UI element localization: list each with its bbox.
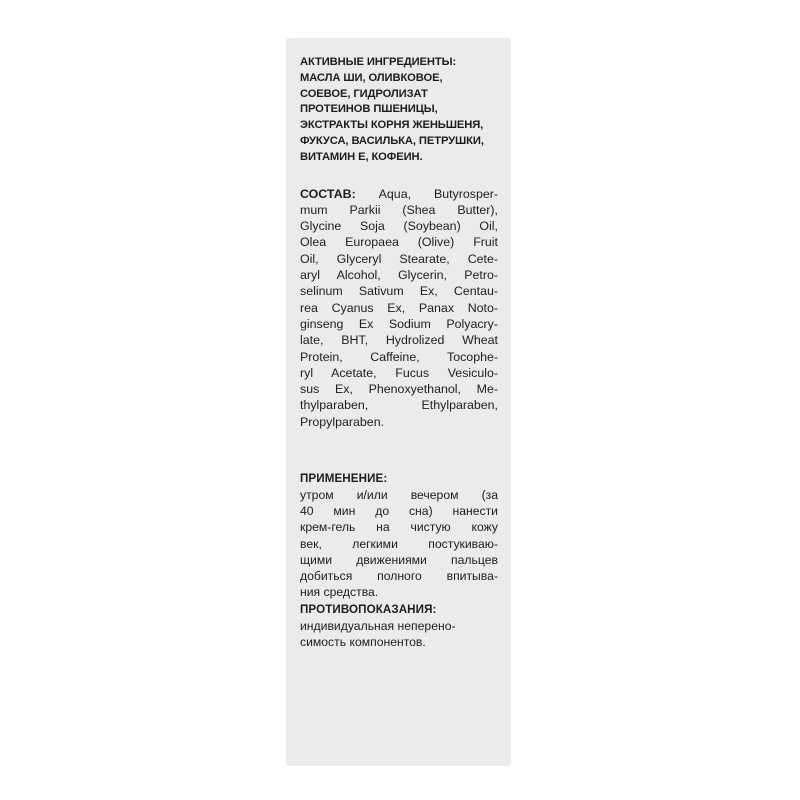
composition-line: Glycine Soja (Soybean) Oil, xyxy=(300,219,498,234)
composition-line: ryl Acetate, Fucus Vesiculo- xyxy=(300,365,498,380)
active-ingredients-line: ФУКУСА, ВАСИЛЬКА, ПЕТРУШКИ, xyxy=(300,134,484,147)
application-line: 40 мин до сна) нанести xyxy=(300,504,498,519)
composition-line: mum Parkii (Shea Butter), xyxy=(300,202,498,217)
application-section xyxy=(300,471,498,600)
label-text xyxy=(300,55,498,650)
active-ingredients-line: ВИТАМИН Е, КОФЕИН. xyxy=(300,150,423,163)
contraindications-line: симость компонентов. xyxy=(300,635,426,650)
composition-line: sus Ex, Phenoxyethanol, Me- xyxy=(300,382,498,397)
composition-line xyxy=(300,186,498,202)
active-ingredients-line: ПРОТЕИНОВ ПШЕНИЦЫ, xyxy=(300,103,438,116)
contraindications-line: индивидуальная неперено- xyxy=(300,619,456,633)
application-line: добиться полного впитыва- xyxy=(300,569,498,584)
composition xyxy=(300,186,498,430)
composition-line: late, BHT, Hydrolized Wheat xyxy=(300,333,498,348)
application-text xyxy=(300,487,498,600)
composition-line: Propylparaben. xyxy=(300,414,385,429)
composition-label: СОСТАВ: xyxy=(300,186,356,201)
active-ingredients xyxy=(300,55,498,166)
composition-line: thylparaben, Ethylparaben, xyxy=(300,398,498,413)
active-ingredients-line: АКТИВНЫЕ ИНГРЕДИЕНТЫ: xyxy=(300,56,457,68)
composition-line: selinum Sativum Ex, Centau- xyxy=(300,284,498,299)
application-line: щими движениями пальцев xyxy=(300,552,498,567)
application-line: век, легкими постукиваю- xyxy=(300,536,498,551)
contraindications-title: ПРОТИВОПОКАЗАНИЯ: xyxy=(300,603,437,616)
contraindications-section xyxy=(300,602,498,650)
composition-line: Olea Europaea (Olive) Fruit xyxy=(300,235,498,250)
contraindications-text xyxy=(300,618,498,650)
application-line: крем-гель на чистую кожу xyxy=(300,520,498,535)
application-title: ПРИМЕНЕНИЕ: xyxy=(300,472,388,485)
composition-line: aryl Alcohol, Glycerin, Petro- xyxy=(300,268,498,283)
composition-line: rea Cyanus Ex, Panax Noto- xyxy=(300,300,498,315)
composition-line: Protein, Caffeine, Tocophe- xyxy=(300,349,498,364)
application-line: ния средства. xyxy=(300,585,379,600)
composition-line: Oil, Glyceryl Stearate, Cete- xyxy=(300,251,498,266)
composition-text: Aqua, Butyrosper- xyxy=(378,186,498,201)
composition-line: ginseng Ex Sodium Polyacry- xyxy=(300,316,498,331)
active-ingredients-line: ЭКСТРАКТЫ КОРНЯ ЖЕНЬШЕНЯ, xyxy=(300,119,484,132)
active-ingredients-line: СОЕВОЕ, ГИДРОЛИЗАТ xyxy=(300,87,428,100)
application-line: утром и/или вечером (за xyxy=(300,488,498,502)
active-ingredients-line: МАСЛА ШИ, ОЛИВКОВОЕ, xyxy=(300,71,443,84)
